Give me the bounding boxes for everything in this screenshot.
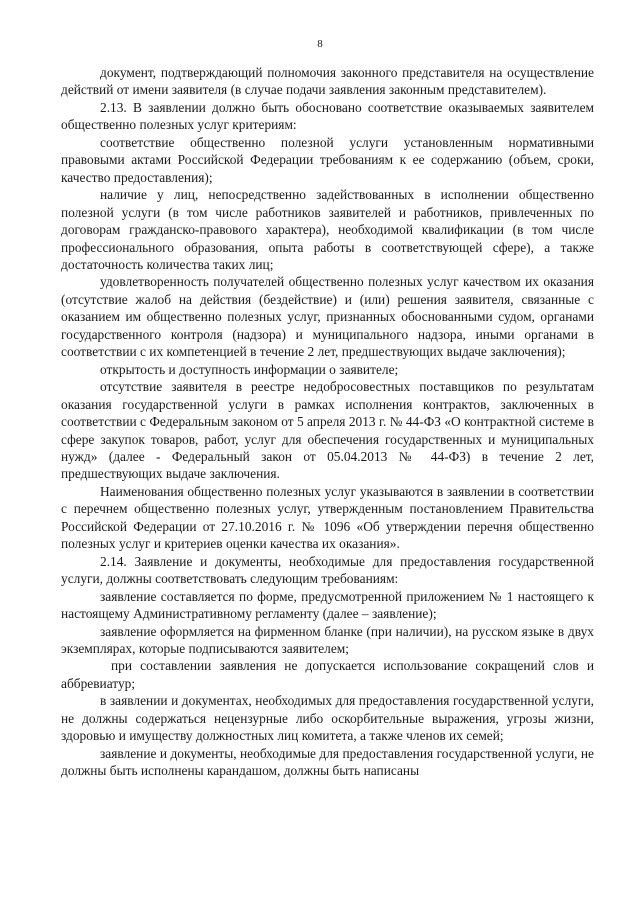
paragraph-2-13: 2.13. В заявлении должно быть обосновано соответствие оказываемых заявителем общественно полезных услуг критериям: <box>61 99 594 133</box>
paragraph-requirement-abbreviations: при составлении заявления не допускается использование сокращений слов и аббревиатур; <box>61 658 594 691</box>
paragraph-requirement-letterhead: заявление оформляется на фирменном бланке (при наличии), на русском языке в двух экземплярах, которые подписываются заявителем; <box>61 623 594 656</box>
paragraph-criterion-registry: отсутствие заявителя в реестре недобросовестных поставщиков по результатам оказания государственной услуги в рамках исполнения контрактов, заключенных в соответствии с Федеральным законом от 5 апреля 2013 г. № 44-ФЗ «О контрактной системе в сфере закупок товаров, работ, услуг для обеспечения государственных и муниципальных нужд» (далее - Федеральный закон от 05.04.2013 № 44-ФЗ) в течение 2 лет, предшествующих выдаче заключения. <box>61 379 594 482</box>
paragraph-requirement-form: заявление составляется по форме, предусмотренной приложением № 1 настоящего к настоящему Административному регламенту (далее – заявление); <box>61 588 594 622</box>
paragraph-2-14: 2.14. Заявление и документы, необходимые для предоставления государственной услуги, должны соответствовать следующим требованиям: <box>61 553 594 587</box>
paragraph-service-names: Наименования общественно полезных услуг указываются в заявлении в соответствии с перечнем общественно полезных услуг, утвержденным постановлением Правительства Российской Федерации от 27.10.2016 г. № 1096 «Об утверждении перечня общественно полезных услуг и критериев оценки качества их оказания». <box>61 483 594 552</box>
paragraph-criterion-openness: открытость и доступность информации о заявителе; <box>100 361 399 377</box>
paragraph-criterion-qualification: наличие у лиц, непосредственно задействованных в исполнении общественно полезной услуги (в том числе работников заявителей и работников, привлеченных по договорам гражданско-правового характера), необходимой квалификации (в том числе профессионального образования, опыта работы в соответствующей сфере), а также достаточность количества таких лиц; <box>61 187 594 272</box>
paragraph-representative-document: документ, подтверждающий полномочия законного представителя на осуществление действий от имени заявителя (в случае подачи заявления законным представителем). <box>61 65 594 98</box>
paragraph-criterion-compliance: соответствие общественно полезной услуги установленным нормативными правовыми актами Российской Федерации требованиям к ее содержанию (объем, сроки, качество предоставления); <box>61 134 594 185</box>
paragraph-requirement-pencil: заявление и документы, необходимые для предоставления государственной услуги, не должны быть исполнены карандашом, должны быть написаны <box>61 745 594 779</box>
document-body <box>61 64 594 780</box>
paragraph-criterion-satisfaction: удовлетворенность получателей общественно полезных услуг качеством их оказания (отсутствие жалоб на действия (бездействие) и (или) решения заявителя, связанные с оказанием им общественно полезных услуг, признанных обоснованными судом, органами государственного контроля (надзора) и муниципального надзора, иными органами в соответствии с их компетенцией в течение 2 лет, предшествующих выдаче заключения); <box>61 274 594 360</box>
paragraph-requirement-language: в заявлении и документах, необходимых для предоставления государственной услуги, не должны содержаться нецензурные либо оскорбительные выражения, угрозы жизни, здоровью и имуществу должностных лиц комитета, а также членов их семей; <box>61 693 594 744</box>
page-number: 8 <box>317 38 323 50</box>
